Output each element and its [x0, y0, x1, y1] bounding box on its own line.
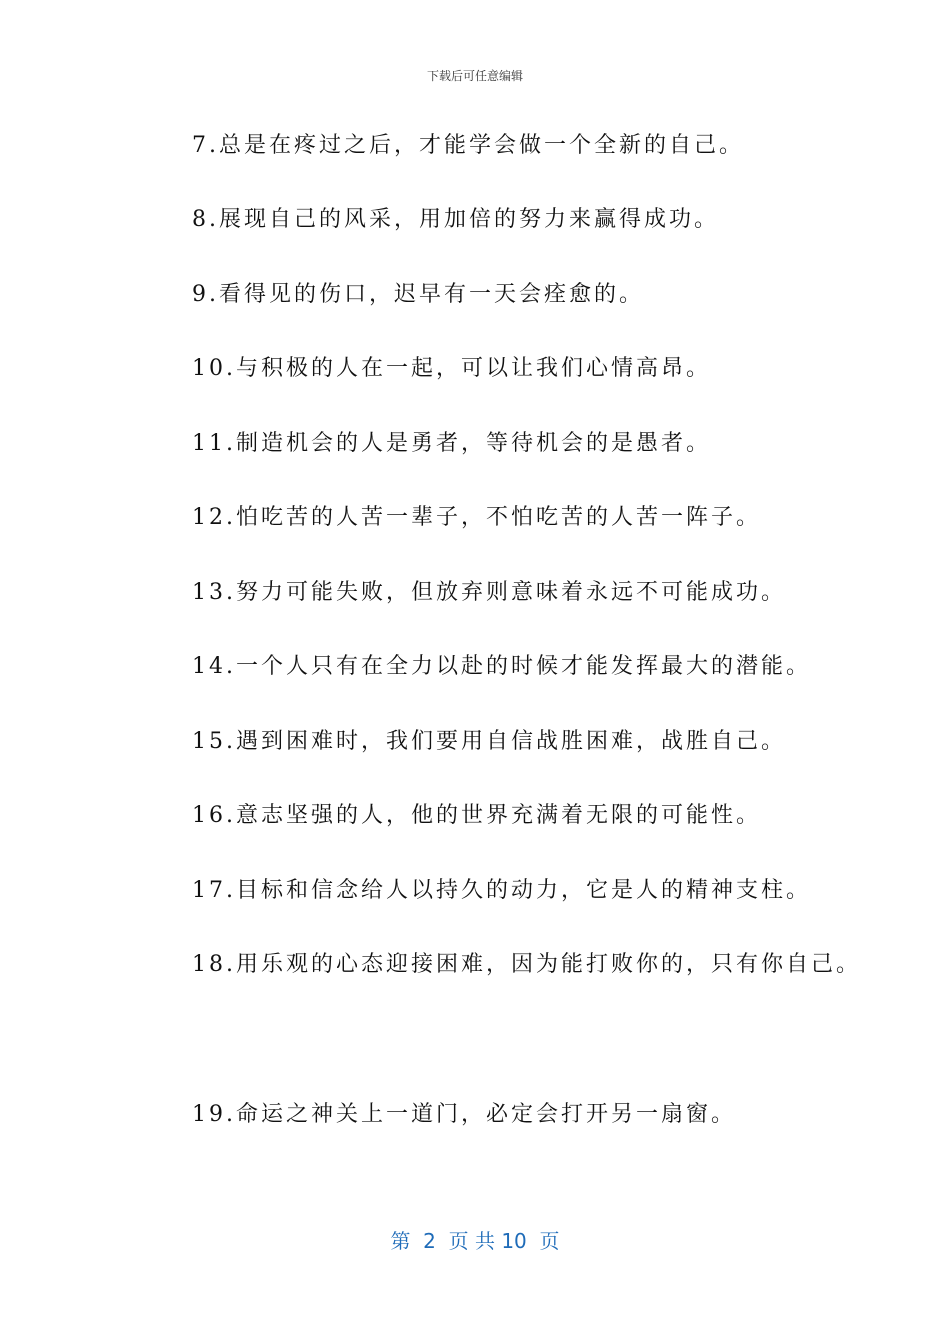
quote-line: 16.意志坚强的人，他的世界充满着无限的可能性。 [192, 803, 761, 828]
quote-line: 13.努力可能失败，但放弃则意味着永远不可能成功。 [192, 580, 786, 605]
quote-line: 11.制造机会的人是勇者，等待机会的是愚者。 [192, 431, 711, 456]
quote-line: 12.怕吃苦的人苦一辈子，不怕吃苦的人苦一阵子。 [192, 505, 761, 530]
quote-line: 10.与积极的人在一起，可以让我们心情高昂。 [192, 356, 711, 381]
quote-line: 8.展现自己的风采，用加倍的努力来赢得成功。 [192, 207, 719, 232]
header-note: 下载后可任意编辑 [426, 69, 523, 83]
quote-line: 18.用乐观的心态迎接困难，因为能打败你的，只有你自己。 [192, 952, 861, 977]
quote-line: 9.看得见的伤口，迟早有一天会痊愈的。 [192, 282, 644, 307]
quote-line: 19.命运之神关上一道门，必定会打开另一扇窗。 [192, 1102, 736, 1127]
quote-line: 7.总是在疼过之后，才能学会做一个全新的自己。 [192, 133, 744, 158]
page-number-footer: 第 2 页 共 10 页 [390, 1229, 560, 1253]
quote-line: 17.目标和信念给人以持久的动力，它是人的精神支柱。 [192, 878, 811, 903]
quote-line: 15.遇到困难时，我们要用自信战胜困难，战胜自己。 [192, 729, 786, 754]
quote-line: 14.一个人只有在全力以赴的时候才能发挥最大的潜能。 [192, 654, 811, 679]
